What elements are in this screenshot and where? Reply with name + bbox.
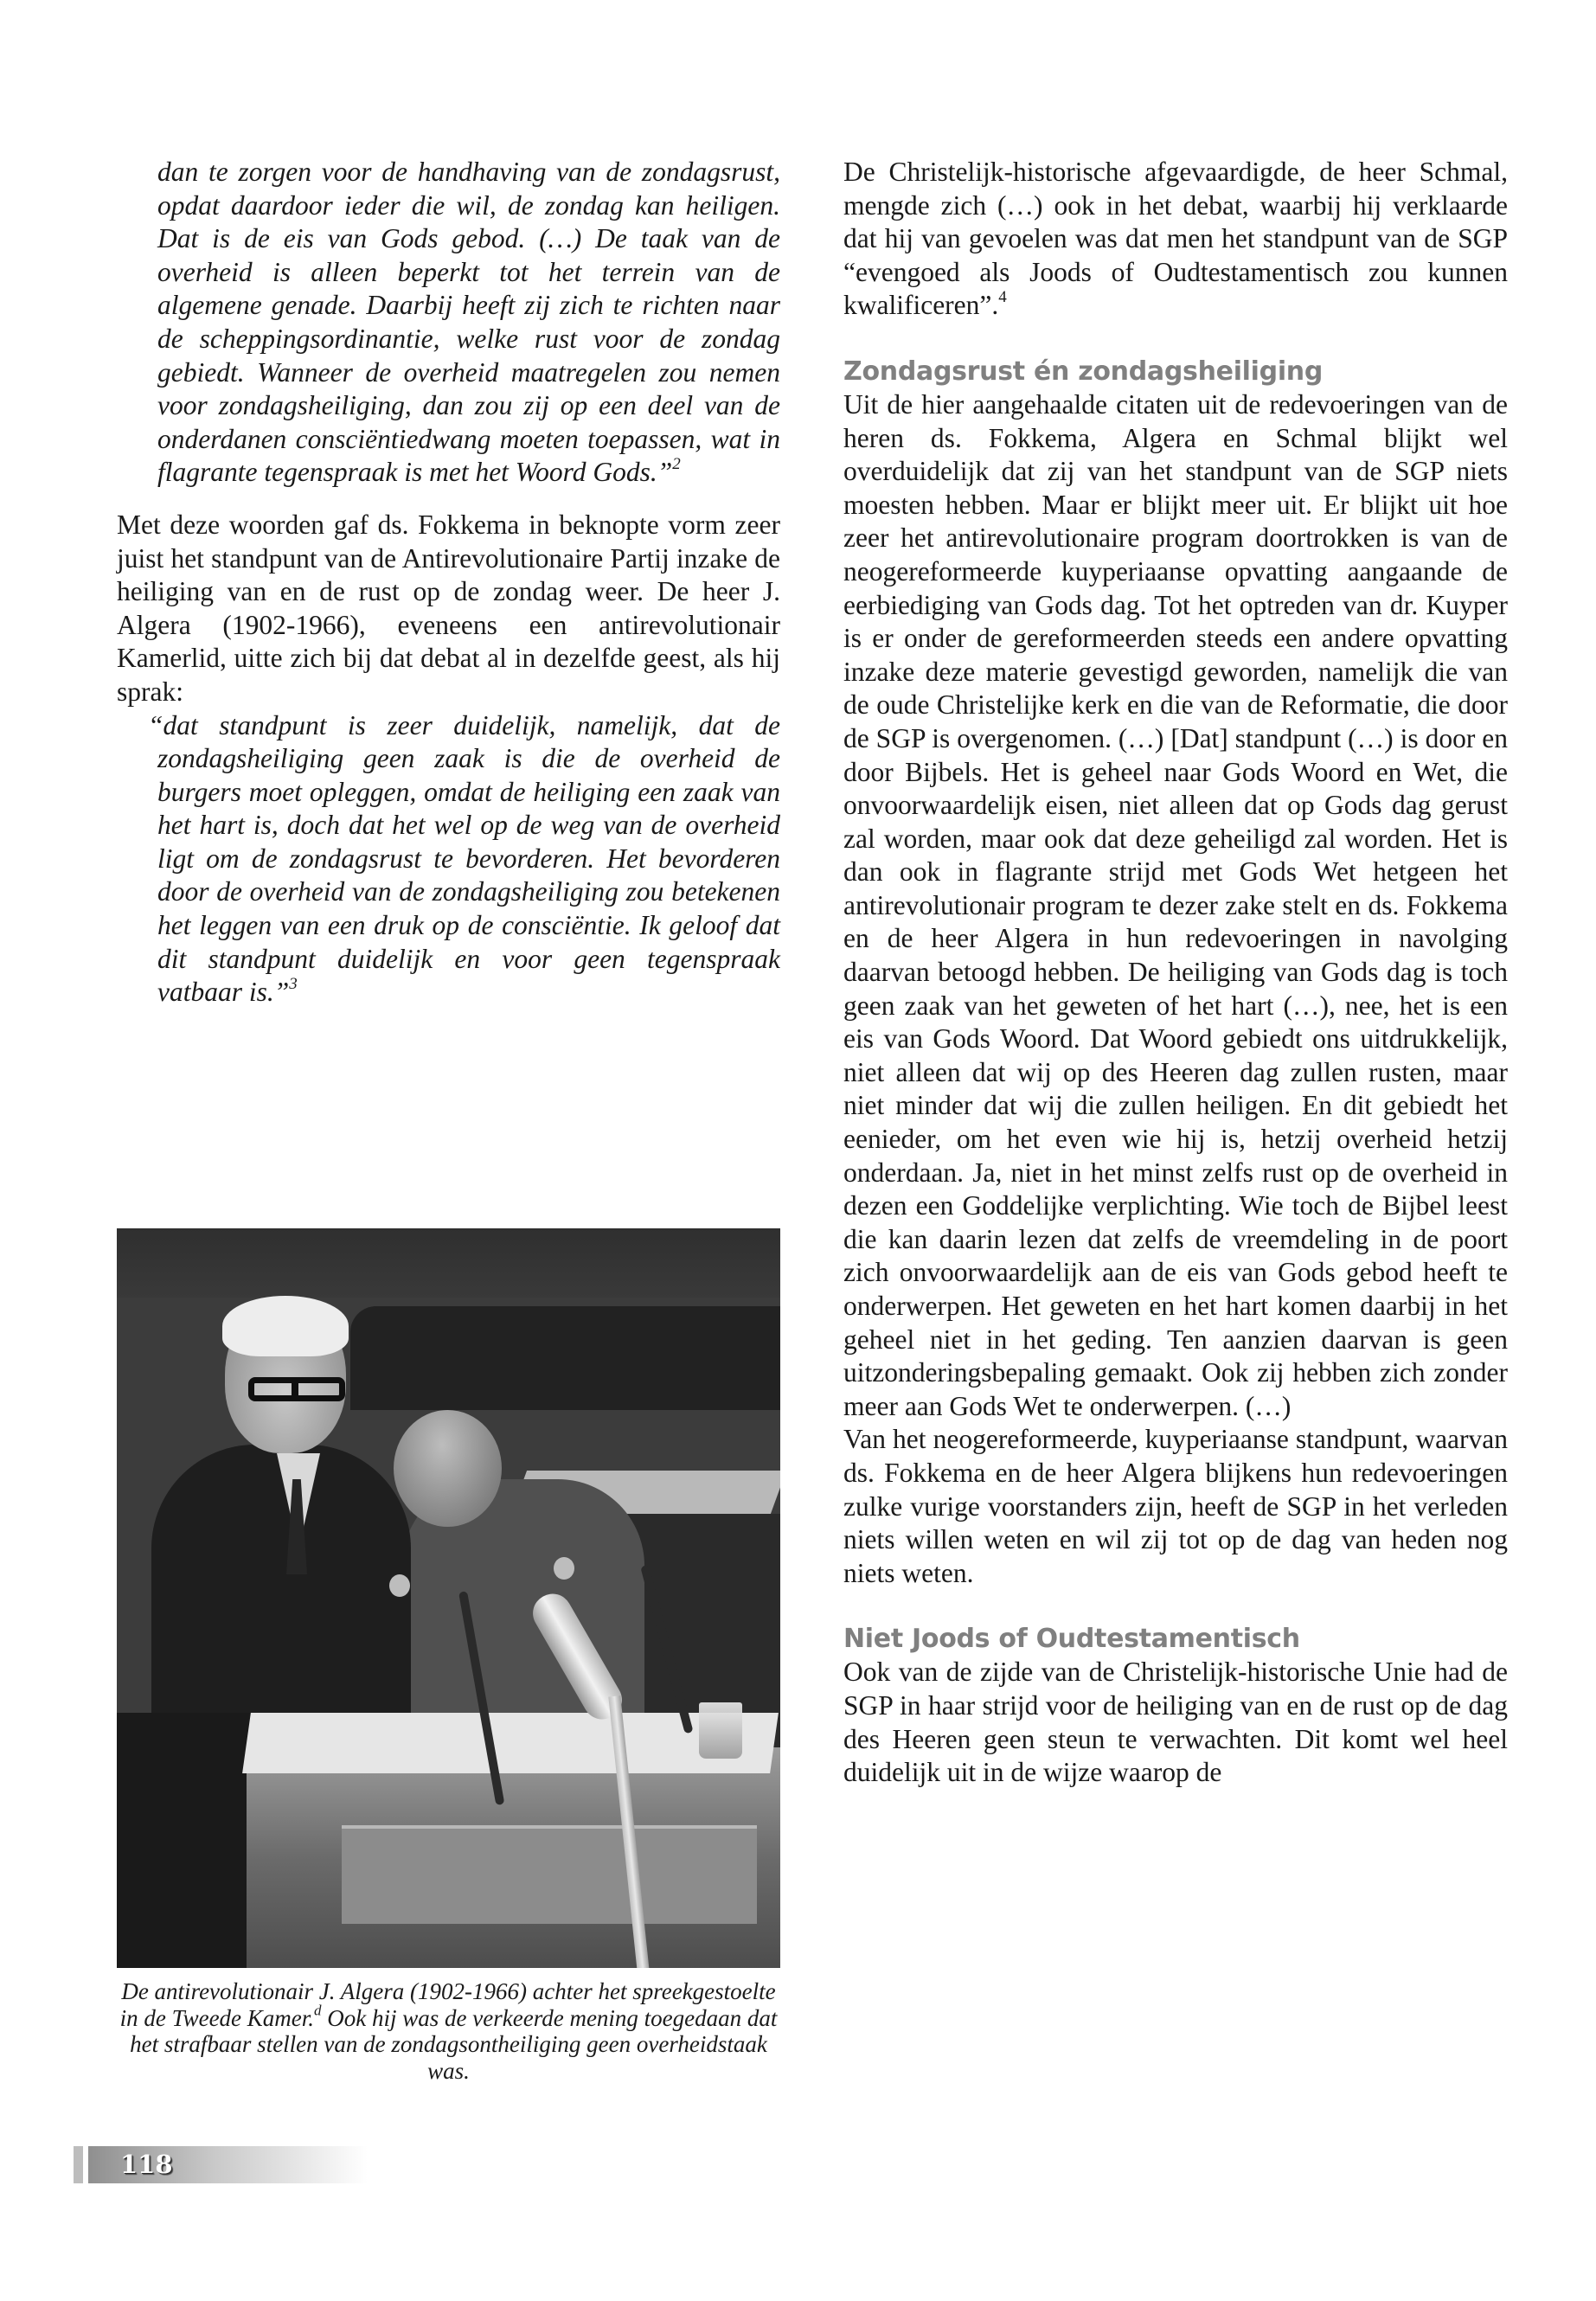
photo-seated-man-head — [394, 1410, 502, 1527]
page-bar-stripe — [74, 2146, 83, 2183]
photo-speaker-hair — [222, 1296, 349, 1356]
photo-speaker-glasses — [248, 1377, 345, 1401]
right-column — [843, 156, 1508, 1790]
spacer — [117, 490, 780, 509]
photo-caption — [117, 1978, 780, 2084]
body-paragraph-schmal — [843, 156, 1508, 323]
footnote-ref[interactable]: 3 — [289, 975, 298, 993]
photo-microphone-head — [389, 1574, 410, 1597]
section-heading-niet-joods: Niet Joods of Oudtestamentisch — [843, 1624, 1300, 1655]
spacer — [843, 1590, 1508, 1623]
spacer — [843, 323, 1508, 356]
quote-text: dan te zorgen voor de handhaving van de zondagsrust, opdat daardoor ieder die wil, de zondag kan heiligen. Dat is de eis van Gods gebod. (…) De taak van de overheid is alleen beperkt tot het terrein van de algemene genade. Daarbij heeft zij zich te richten naar de scheppingsordinantie, welke rust voor de zondag gebiedt. Wanneer de overheid maatregelen zou nemen voor zondagsheiliging, dan zou zij op een deel van de onderdanen consciëntiedwang moeten toepassen, wat in flagrante tegenspraak is met het Woord Gods.” — [157, 157, 780, 488]
photo-bench — [350, 1306, 780, 1410]
page-number-bar — [74, 2146, 368, 2183]
body-paragraph: Van het neogereformeerde, kuyperiaanse standpunt, waarvan ds. Fokkema en de heer Algera blijkens hun redevoeringen zulke vurige voorstanders zijn, heeft de SGP in het verleden niets willen weten en wil zij tot op de dag van heden nog niets weten. — [843, 1424, 1508, 1588]
block-quote-algera — [117, 709, 780, 1009]
page-number: 118 — [120, 2150, 173, 2179]
body-paragraph: Uit de hier aangehaalde citaten uit de redevoeringen van de heren ds. Fokkema, Algera en Schmal blijkt wel overduidelijk dat zij van het standpunt van de SGP niets moesten hebben. Maar er blijkt meer uit. Er blijkt uit hoe zeer het antirevolutionaire program doortrokken is van de neogereformeerde kuyperiaanse opvatting aangaande de eerbiediging van Gods dag. Tot het optreden van dr. Kuyper is er onder de gereformeerden steeds een andere opvatting inzake deze materie gevestigd geworden, namelijk die van de oude Christelijke kerk en die van de Reformatie, die door de SGP is overgenomen. (…) [Dat] standpunt (…) is door en door Bijbels. Het is geheel naar Gods Woord en Wet, die onvoorwaardelijk eisen, niet alleen dat op Gods dag gerust zal worden, maar ook dat deze geheiligd zal worden. Het is dan ook in flagrante strijd met Gods Wet hetgeen het antirevolutionair program te dezer zake stelt en ds. Fokkema en de heer Algera in hun redevoeringen in navolging daarvan betoogd hebben. De heiliging van Gods dag is toch geen zaak van het geweten of het hart (…), nee, het is een eis van Gods Woord. Dat Woord gebiedt ons uitdrukkelijk, niet alleen dat wij op des Heeren dag zullen rusten, maar niet minder dat wij die zullen heiligen. En dit gebiedt het eenieder, om het even wie hij is, hetzij overheid hetzij onderdaan. Ja, niet in het minst zelfs rust op de overheid in dezen een Goddelijke verplichting. Wie toch de Bijbel leest die kan daarin lezen dat zelfs de vreemdeling in de poort zich onvoorwaardelijk aan de eis van Gods gebod heeft te onderwerpen. Het geweten en het hart komen daarbij in het geheel niet in het geding. Ten aanzien daarvan is geen uitzonderingsbepaling gemaakt. Ook zij hebben zich zonder meer aan Gods Wet te onderwerpen. (…) — [843, 388, 1508, 1421]
block-quote-fokkema — [117, 156, 780, 490]
footnote-ref[interactable]: 4 — [998, 288, 1007, 307]
paragraph-text: De Christelijk-historische afgevaardigde, de heer Schmal, mengde zich (…) ook in het debat, waarbij hij verklaarde dat hij van gevoelen was dat men het standpunt van de SGP “evengoed als Joods of Oudtestamentisch zou kunnen kwalificeren”. — [843, 157, 1508, 321]
photo-algera-lectern — [117, 1228, 780, 1968]
caption-text-continued: Ook hij was de verkeerde mening toegedaan dat het strafbaar stellen van de zondagsontheiliging geen overheidstaak was. — [130, 2004, 778, 2084]
quote-text: “dat standpunt is zeer duidelijk, namelijk, dat de zondagsheiliging geen zaak is die de overheid de burgers moet opleggen, omdat de heiliging een zaak van het hart is, doch dat het wel op de weg van de overheid ligt om de zondagsrust te bevorderen. Het bevorderen door de overheid van de zondagsheiliging zou betekenen het leggen van een druk op de consciëntie. Ik geloof dat dit standpunt duidelijk en voor geen tegenspraak vatbaar is.” — [148, 709, 780, 1008]
footnote-ref[interactable]: 2 — [672, 455, 681, 474]
photo-microphone-head — [554, 1557, 574, 1580]
section-heading-zondagsrust: Zondagsrust én zondagsheiliging — [843, 356, 1324, 387]
photo-lectern-front — [342, 1825, 757, 1924]
body-paragraph: Met deze woorden gaf ds. Fokkema in beknopte vorm zeer juist het standpunt van de Antirevolutionaire Partij inzake de heiliging van en de rust op de zondag weer. De heer J. Algera (1902-1966), eveneens een antirevolutionair Kamerlid, uitte zich bij dat debat al in dezelfde geest, als hij sprak: — [117, 509, 780, 707]
left-column — [117, 156, 780, 1009]
photo-background — [117, 1228, 780, 1298]
photo-water-glass — [699, 1702, 742, 1759]
photo-lectern-top — [242, 1713, 779, 1773]
caption-note-ref[interactable]: d — [314, 2001, 322, 2018]
body-paragraph: Ook van de zijde van de Christelijk-historische Unie had de SGP in haar strijd voor de heiliging van en de rust op de dag des Heeren geen steun te verwachten. Dit komt wel heel duidelijk uit in de wijze waarop de — [843, 1657, 1508, 1788]
caption-text: De antirevolutionair J. Algera (1902-1966) achter het spreekgestoelte in de Tweede Kamer. — [119, 1978, 776, 2031]
